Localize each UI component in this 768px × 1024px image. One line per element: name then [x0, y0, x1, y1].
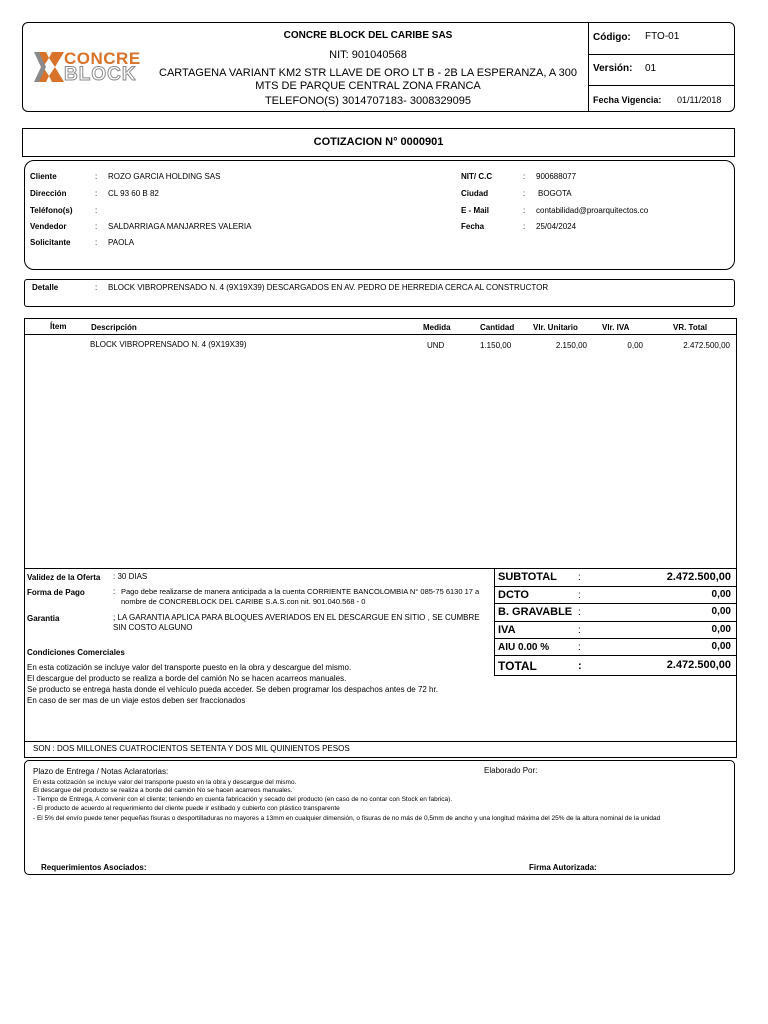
- meta-row-line-2: [588, 85, 735, 86]
- solicitante-colon: :: [95, 238, 98, 247]
- fecha-label: Fecha: [461, 222, 485, 231]
- notes-line-2: El descargue del producto se realiza a borde del camión No se hacen acarreos manuales.: [33, 787, 293, 794]
- telefono-colon: :: [95, 206, 98, 215]
- solicitante-value: PAOLA: [108, 238, 135, 247]
- items-header-line: [24, 334, 737, 335]
- vendedor-label: Vendedor: [30, 222, 67, 231]
- row-cantidad: 1.150,00: [480, 341, 512, 350]
- comerciales-line-3: Se producto se entrega hasta donde el vehículo pueda acceder. Se deben programar los despachos antes de 72 hr.: [27, 685, 438, 694]
- comerciales-label: Condiciones Comerciales: [27, 648, 125, 657]
- version-label: Versión:: [593, 63, 633, 74]
- totals-line-1: [494, 586, 737, 587]
- totals-line-2: [494, 603, 737, 604]
- meta-row-line-1: [588, 54, 735, 55]
- col-header-iva: Vlr. IVA: [602, 323, 630, 332]
- direccion-value: CL 93 60 B 82: [108, 189, 159, 198]
- gravable-colon: :: [578, 607, 581, 618]
- forma-pago-label: Forma de Pago: [27, 588, 85, 597]
- subtotal-label: SUBTOTAL: [498, 571, 557, 583]
- logo-text-bottom: BLOCK: [64, 64, 137, 85]
- dcto-colon: :: [578, 590, 581, 601]
- requerimientos-label: Requerimientos Asociados:: [41, 863, 147, 872]
- aiu-colon: :: [578, 642, 581, 653]
- subtotal-colon: :: [578, 572, 581, 583]
- elaborado-label: Elaborado Por:: [484, 766, 538, 775]
- notes-line-3: - Tiempo de Entrega, A convenir con el cliente; teniendo en cuenta fabricación y secado del producto (en caso de no contar con Stock en fabrica).: [33, 796, 453, 803]
- total-colon: :: [578, 660, 582, 672]
- logo-text-top: CONCRE: [64, 49, 141, 68]
- validez-label: Validez de la Oferta: [27, 573, 101, 582]
- aiu-label: AIU 0.00 %: [498, 642, 550, 653]
- totals-line-3: [494, 621, 737, 622]
- comerciales-line-2: El descargue del producto se realiza a borde del camión No se hacen acarreos manuales.: [27, 674, 347, 683]
- company-nit: NIT: 901040568: [329, 49, 407, 61]
- row-unitario: 2.150,00: [555, 341, 587, 350]
- cliente-colon: :: [95, 172, 98, 181]
- version-value: 01: [645, 63, 657, 74]
- col-header-unitario: Vlr. Unitario: [533, 323, 578, 332]
- detalle-value: BLOCK VIBROPRENSADO N. 4 (9X19X39) DESCARGADOS EN AV. PEDRO DE HERREDIA CERCA AL CONSTRUCTOR: [108, 283, 549, 292]
- comerciales-line-4: En caso de ser mas de un viaje estos deben ser fraccionados: [27, 696, 246, 705]
- col-header-cantidad: Cantidad: [480, 323, 515, 332]
- vigencia-value: 01/11/2018: [677, 95, 722, 105]
- row-total: 2.472.500,00: [683, 341, 730, 350]
- gravable-value: 0,00: [711, 606, 731, 617]
- nit-colon: :: [523, 172, 526, 181]
- iva-label: IVA: [498, 624, 516, 636]
- firma-label: Firma Autorizada:: [529, 863, 597, 872]
- email-colon: :: [523, 206, 526, 215]
- subtotal-value: 2.472.500,00: [666, 571, 731, 583]
- company-name: CONCRE BLOCK DEL CARIBE SAS: [283, 30, 453, 41]
- detalle-label: Detalle: [32, 283, 59, 292]
- notes-line-4: - El producto de acuerdo al requerimiento del cliente puede ir estibado y cubierto con plástico transparente: [33, 805, 340, 812]
- email-value[interactable]: contabilidad@proarquitectos.co: [536, 206, 649, 215]
- logo-mark-icon: [34, 52, 64, 82]
- solicitante-label: Solicitante: [30, 238, 71, 247]
- total-label: TOTAL: [498, 659, 537, 673]
- page-title: COTIZACION N° 0000901: [313, 136, 444, 148]
- notes-title: Plazo de Entrega / Notas Aclaratorias:: [33, 767, 169, 776]
- company-logo: [34, 50, 146, 84]
- gravable-label: B. GRAVABLE: [498, 606, 573, 618]
- row-descripcion: BLOCK VIBROPRENSADO N. 4 (9X19X39): [90, 340, 247, 349]
- cliente-label: Cliente: [30, 172, 57, 181]
- validez-value: : 30 DIAS: [113, 572, 148, 581]
- ciudad-value: BOGOTA: [538, 189, 572, 198]
- nit-label: NIT/ C.C: [461, 172, 493, 181]
- vendedor-colon: :: [95, 222, 98, 231]
- company-phones: TELEFONO(S) 3014707183- 3008329095: [264, 95, 472, 107]
- row-medida: UND: [427, 341, 445, 350]
- notes-line-5: - El 5% del envío puede tener pequeñas fisuras o desportilladuras no mayores a 13mm en cualquier dimensión, o fisuras de no más de 0,5mm de ancho y una longitud máxima del 25% de la altura nominal de la unidad: [33, 815, 661, 822]
- col-header-descripcion: Descripción: [91, 323, 137, 332]
- ciudad-colon: :: [523, 189, 526, 198]
- iva-value: 0,00: [711, 624, 731, 635]
- vigencia-label: Fecha Vigencia:: [593, 95, 662, 105]
- totals-line-5: [494, 655, 737, 656]
- son-text: SON : DOS MILLONES CUATROCIENTOS SETENTA Y DOS MIL QUINIENTOS PESOS: [33, 744, 350, 753]
- col-header-total: VR. Total: [673, 323, 708, 332]
- comerciales-line-1: En esta cotización se incluye valor del transporte puesto en la obra y descargue del mismo.: [27, 663, 352, 672]
- email-label: E - Mail: [461, 206, 490, 215]
- col-header-item: Ítem: [50, 322, 67, 331]
- direccion-colon: :: [95, 189, 98, 198]
- forma-pago-value: Pago debe realizarse de manera anticipada a la cuenta CORRIENTE BANCOLOMBIA N° 085-75 6130 17 a nombre de CONCREBLOCK DEL CARIBE S.A.S.con nit. 901.040.568 - 0: [121, 587, 480, 606]
- direccion-label: Dirección: [30, 189, 67, 198]
- header-divider: [588, 22, 589, 112]
- ciudad-label: Ciudad: [461, 189, 489, 198]
- telefono-label: Teléfono(s): [30, 206, 73, 215]
- forma-pago-colon: :: [113, 587, 116, 596]
- total-value: 2.472.500,00: [666, 659, 731, 671]
- dcto-label: DCTO: [498, 589, 529, 601]
- totals-line-4: [494, 638, 737, 639]
- iva-colon: :: [578, 625, 581, 636]
- row-iva: 0,00: [627, 341, 643, 350]
- aiu-value: 0,00: [711, 641, 731, 652]
- col-header-medida: Medida: [423, 323, 451, 332]
- vendedor-value: SALDARRIAGA MANJARRES VALERIA: [108, 222, 252, 231]
- codigo-value: FTO-01: [645, 31, 680, 42]
- garantia-label: Garantia: [27, 614, 60, 623]
- company-address: CARTAGENA VARIANT KM2 STR LLAVE DE ORO LT B - 2B LA ESPERANZA, A 300 MTS DE PARQUE CENTRAL ZONA FRANCA: [159, 67, 577, 92]
- detalle-colon: :: [95, 283, 98, 292]
- dcto-value: 0,00: [711, 589, 731, 600]
- notes-line-1: En esta cotización se incluye valor del transporte puesto en la obra y descargue del mismo.: [33, 779, 297, 786]
- nit-value: 900688077: [536, 172, 577, 181]
- cliente-value: ROZO GARCIA HOLDING SAS: [108, 172, 221, 181]
- codigo-label: Código:: [593, 32, 631, 43]
- garantia-value: ; LA GARANTIA APLICA PARA BLOQUES AVERIADOS EN EL DESCARGUE EN SITIO , SE CUMBRE SIN COSTO ALGUNO: [113, 613, 480, 632]
- fecha-value: 25/04/2024: [536, 222, 577, 231]
- fecha-colon: :: [523, 222, 526, 231]
